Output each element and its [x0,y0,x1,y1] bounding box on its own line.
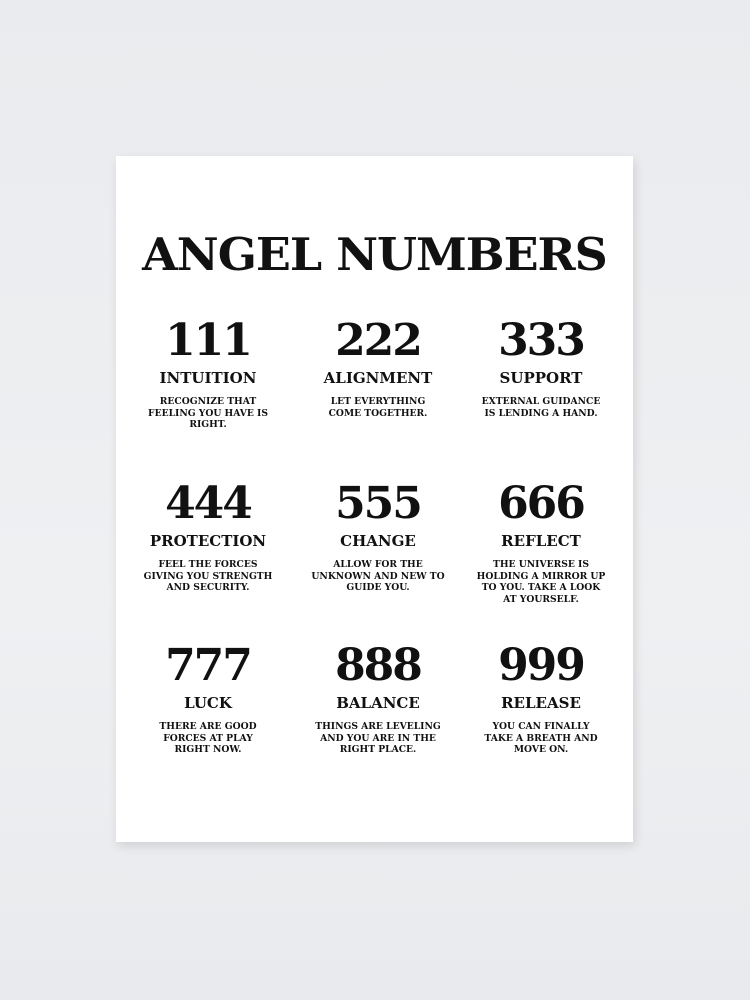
angel-number: 444 [165,478,251,529]
angel-number: 333 [498,315,584,366]
angel-number-card [456,315,626,419]
angel-number-name: ALIGNMENT [323,369,433,387]
angel-number: 777 [165,640,251,691]
angel-number-card [456,640,626,756]
angel-number-name: INTUITION [159,369,257,387]
angel-number-description: LET EVERYTHING COME TOGETHER. [328,396,428,419]
angel-number-card [293,315,463,419]
angel-number: 666 [498,478,584,529]
angel-number-card [123,315,293,431]
angel-number-name: CHANGE [340,532,416,550]
angel-number-description: RECOGNIZE THAT FEELING YOU HAVE IS RIGHT. [148,396,268,430]
poster [116,156,633,842]
angel-number-name: RELEASE [501,694,581,712]
angel-number-description: THE UNIVERSE IS HOLDING A MIRROR UP TO YOU. TAKE A LOOK AT YOURSELF. [476,559,606,605]
angel-number-description: EXTERNAL GUIDANCE IS LENDING A HAND. [481,396,601,419]
angel-number-card [456,478,626,605]
angel-number: 999 [498,640,584,691]
angel-number-description: THINGS ARE LEVELING AND YOU ARE IN THE RIGHT PLACE. [315,721,441,755]
angel-number: 555 [335,478,421,529]
angel-number-name: LUCK [184,694,232,712]
angel-number-name: SUPPORT [499,369,583,387]
angel-number-card [293,640,463,756]
angel-number-name: BALANCE [336,694,420,712]
poster-title: ANGEL NUMBERS [142,228,607,281]
angel-number: 222 [335,315,421,366]
angel-number: 888 [335,640,421,691]
angel-number-description: YOU CAN FINALLY TAKE A BREATH AND MOVE ON. [484,721,598,755]
angel-number: 111 [165,315,251,366]
angel-number-description: ALLOW FOR THE UNKNOWN AND NEW TO GUIDE YOU. [311,559,445,593]
angel-number-card [123,640,293,756]
angel-number-description: THERE ARE GOOD FORCES AT PLAY RIGHT NOW. [159,721,257,755]
angel-number-card [293,478,463,594]
angel-number-name: PROTECTION [149,532,267,550]
angel-number-card [123,478,293,594]
angel-number-name: REFLECT [501,532,581,550]
angel-number-description: FEEL THE FORCES GIVING YOU STRENGTH AND SECURITY. [143,559,273,593]
